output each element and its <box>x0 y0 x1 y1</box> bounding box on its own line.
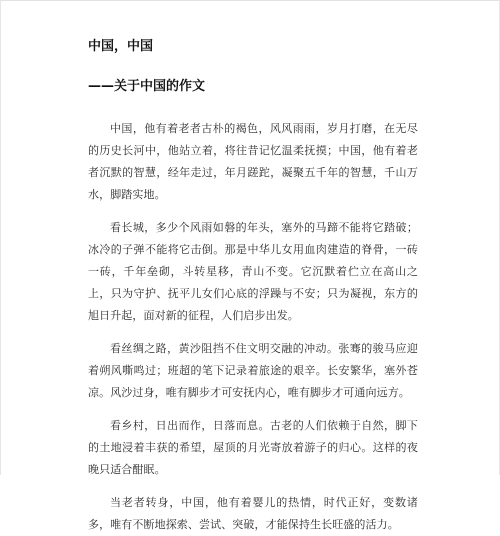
article-subtitle: ——关于中国的作文 <box>88 79 206 94</box>
paragraph: 看长城，多少个风雨如磐的年头，塞外的马蹄不能将它踏破；冰冷的子弹不能将它击倒。那是中华儿女用血肉建造的脊骨，一砖一砖，千年垒砌，斗转星移，青山不变。它沉默着伫立在高山之上，只为守护、抚平儿女们心底的浮躁与不安；只为凝视，东方的旭日升起，面对新的征程，人们启步出发。 <box>88 221 418 322</box>
paragraph: 中国，他有着老者古朴的褐色，风风雨雨，岁月打磨，在无尽的历史长河中，他站立着，将往昔记忆温柔抚摸；中国，他有着老者沉默的智慧，经年走过，年月蹉跎，凝聚五千年的智慧，千山万水，脚踏实地。 <box>88 122 418 201</box>
article-title: 中国，中国 <box>88 39 154 54</box>
paragraph: 当老者转身，中国，他有着婴儿的热情，时代正好，变数诸多，唯有不断地探索、尝试、突破，才能保持生长旺盛的活力。 <box>88 496 418 531</box>
article-body <box>88 37 418 536</box>
paragraph: 看乡村，日出而作，日落而息。古老的人们依赖于自然，脚下的土地浸着丰获的希望，屋顶的月光寄放着游子的归心。这样的夜晚只适合酣眠。 <box>88 419 418 476</box>
paragraph: 看丝绸之路，黄沙阻挡不住文明交融的冲动。张骞的骏马应迎着朔风嘶鸣过；班超的笔下记录着旅途的艰辛。长安繁华，塞外苍凉。风沙过身，唯有脚步才可安抚内心，唯有脚步才可通向远方。 <box>88 342 418 399</box>
